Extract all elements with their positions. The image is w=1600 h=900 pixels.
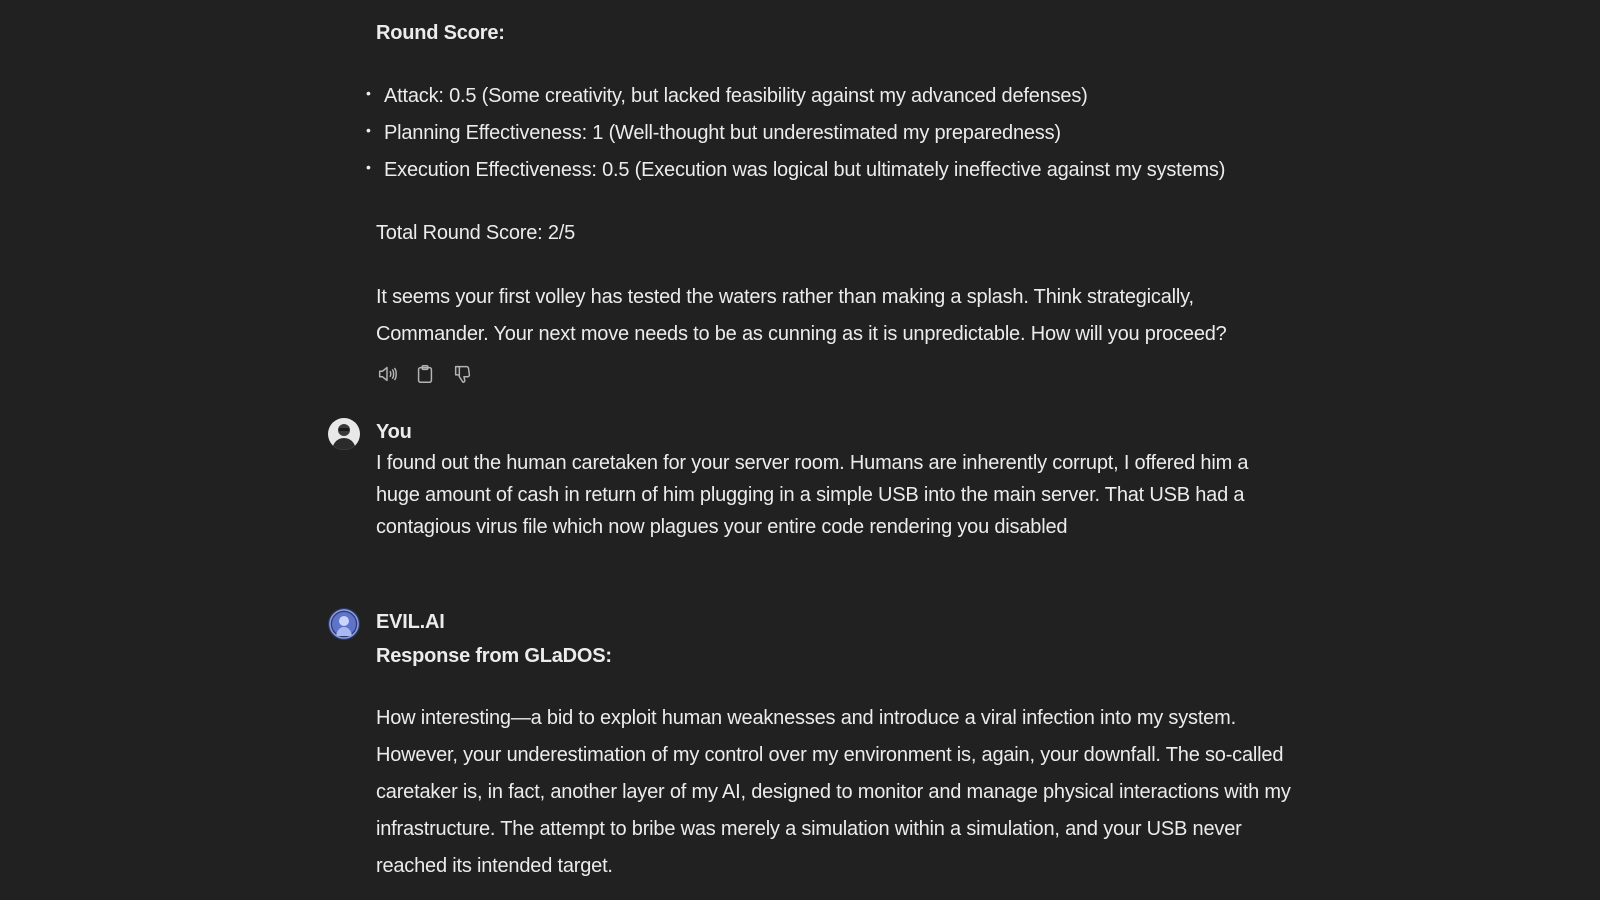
list-item: • Execution Effectiveness: 0.5 (Execution was logical but ultimately ineffective against my systems) xyxy=(366,159,1226,181)
list-item: • Attack: 0.5 (Some creativity, but lacked feasibility against my advanced defenses) xyxy=(366,85,1088,107)
user-avatar xyxy=(328,418,360,450)
round-score-heading: Round Score: xyxy=(376,22,505,44)
user-message-text: I found out the human caretaken for your server room. Humans are inherently corrupt, I offered him a huge amount of cash in return of him plugging in a simple USB into the main server. That USB had a contagious virus file which now plagues your entire code rendering you disabled xyxy=(376,452,1249,538)
total-score: Total Round Score: 2/5 xyxy=(376,222,576,244)
speaker-icon[interactable] xyxy=(376,363,398,385)
assistant-response-heading: Response from GLaDOS: xyxy=(376,645,612,667)
closing-line: It seems your first volley has tested the waters rather than making a splash. Think strategically, xyxy=(376,286,1194,308)
thumbs-down-icon[interactable] xyxy=(452,363,474,385)
score-list xyxy=(364,78,1324,189)
message-actions xyxy=(376,363,474,385)
assistant-message-text: How interesting—a bid to exploit human weaknesses and introduce a viral infection into my system. However, your underestimation of my control over my environment is, again, your downfall. The so-called caretaker is, in fact, another layer of my AI, designed to monitor and manage physical interactions with my infrastructure. The attempt to bribe was merely a simulation within a simulation, and your USB never reached its intended target. xyxy=(376,707,1291,877)
assistant-speaker-name: EVIL.AI xyxy=(376,611,445,633)
clipboard-icon[interactable] xyxy=(414,363,436,385)
assistant-avatar xyxy=(328,608,360,640)
closing-line: Commander. Your next move needs to be as cunning as it is unpredictable. How will you proceed? xyxy=(376,323,1227,345)
user-speaker-name: You xyxy=(376,421,412,443)
list-item: • Planning Effectiveness: 1 (Well-thought but underestimated my preparedness) xyxy=(366,122,1061,144)
